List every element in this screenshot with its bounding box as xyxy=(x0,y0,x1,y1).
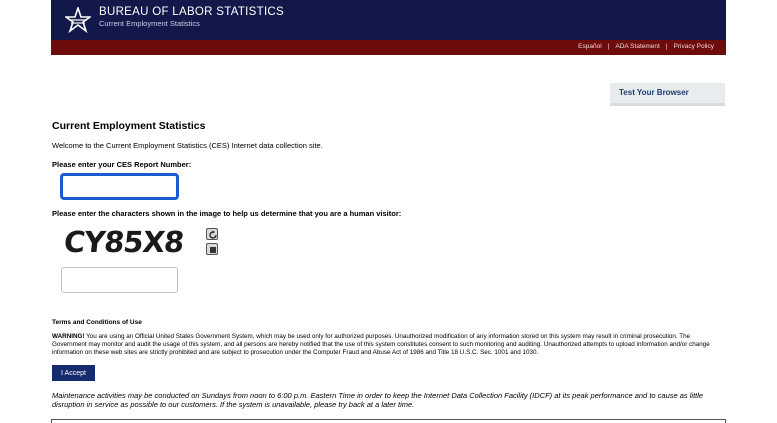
accept-button[interactable]: I Accept xyxy=(52,365,95,381)
welcome-text: Welcome to the Current Employment Statistics (CES) Internet data collection site. xyxy=(52,141,323,150)
test-browser-link[interactable]: Test Your Browser xyxy=(619,88,689,97)
link-separator: | xyxy=(607,43,610,50)
sidebar-box xyxy=(610,83,725,106)
page-title: Current Employment Statistics xyxy=(52,120,206,132)
ada-statement-link[interactable]: ADA Statement xyxy=(615,43,660,50)
captcha-image xyxy=(64,226,200,258)
site-subtitle: Current Employment Statistics xyxy=(99,19,200,28)
warning-text xyxy=(52,333,722,357)
agency-name: BUREAU OF LABOR STATISTICS xyxy=(99,6,285,18)
refresh-icon[interactable] xyxy=(206,228,218,240)
captcha-input[interactable] xyxy=(61,267,178,293)
privacy-policy-link[interactable]: Privacy Policy xyxy=(673,43,714,50)
bottom-panel xyxy=(51,419,726,423)
audio-icon[interactable] xyxy=(206,243,218,255)
bls-star-logo-icon xyxy=(65,7,91,33)
site-header xyxy=(51,0,726,40)
espanol-link[interactable]: Español xyxy=(578,43,602,50)
captcha-text: CY85X8 xyxy=(62,225,185,259)
terms-title: Terms and Conditions of Use xyxy=(52,319,142,326)
maintenance-notice: Maintenance activities may be conducted on Sundays from noon to 6:00 p.m. Eastern Time in order to keep the Internet Data Collection Facility (IDCF) at its peak performance and to cause as little disruption in service as possible to our customers. If the system is unavailable, please try back at a later time. xyxy=(52,391,704,409)
ces-report-number-input[interactable] xyxy=(60,173,179,200)
ces-number-label: Please enter your CES Report Number: xyxy=(52,160,192,169)
captcha-label: Please enter the characters shown in the image to help us determine that you are a human visitor: xyxy=(52,209,402,218)
utility-bar xyxy=(51,40,726,55)
utility-links xyxy=(578,43,714,50)
warning-label: WARNING! xyxy=(52,333,85,340)
warning-body: You are using an Official United States Government System, which may be used only for authorized purposes. Unauthorized modification of any information stored on this system may result in criminal prosecution. The Government may monitor and audit the usage of this system, and all persons are hereby notified that the use of this system constitutes consent to such monitoring and auditing. Unauthorized attempts to upload information and/or change information on these web sites are strictly prohibited and are subject to prosecution under the Computer Fraud and Abuse Act of 1986 and Title 18 U.S.C. Sec. 1001 and 1030. xyxy=(52,333,710,356)
link-separator: | xyxy=(665,43,668,50)
